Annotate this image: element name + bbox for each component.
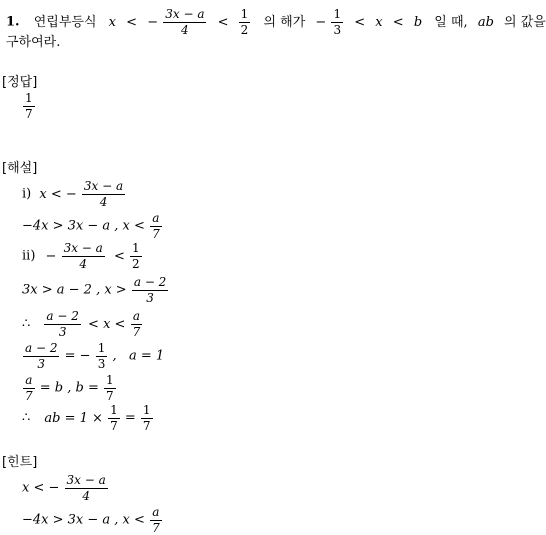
fraction: $\frac{3x - a}{4}$ — [66, 473, 106, 503]
var-x: x — [108, 14, 116, 30]
fraction: $\frac{1}{3}$ — [97, 341, 106, 371]
hint-step-2: −4x > 3x − a , x < $\frac{a}{7}$ — [22, 505, 160, 535]
problem-text: 의 해가 — [263, 14, 306, 30]
hint-step-1: x < − $\frac{3x - a}{4}$ — [22, 473, 106, 503]
solution-step-4: 3x > a − 2 , x > $\frac{a - 2}{3}$ — [22, 275, 167, 305]
fraction: $\frac{3x - a}{4}$ — [165, 7, 205, 37]
answer-value — [22, 92, 36, 120]
lt-symbol: < — [126, 14, 138, 30]
hint-tag: [힌트] — [2, 455, 38, 470]
fraction: $\frac{a - 2}{3}$ — [46, 309, 79, 339]
lt-symbol: < — [354, 14, 366, 30]
fraction: $\frac{1}{2}$ — [240, 7, 249, 37]
fraction: $\frac{3x - a}{4}$ — [83, 179, 124, 209]
fraction: $\frac{1}{7}$ — [25, 91, 33, 121]
solution-step-6: $\frac{a - 2}{3}$ = − $\frac{1}{3}$ , a = 1 — [25, 341, 165, 371]
problem-number: 1. — [6, 14, 20, 30]
fraction: $\frac{1}{7}$ — [142, 403, 151, 433]
neg-symbol: − — [315, 14, 327, 30]
solution-step-8: ∴ ab = 1 × $\frac{1}{7}$ = $\frac{1}{7}$ — [22, 403, 151, 433]
answer-tag: [정답] — [2, 75, 38, 90]
problem-line-1 — [6, 8, 546, 36]
fraction: $\frac{a - 2}{3}$ — [25, 341, 58, 371]
var-ab: ab — [477, 14, 494, 30]
problem-text: 의 값을 — [504, 14, 546, 30]
fraction: $\frac{a}{7}$ — [152, 211, 160, 241]
fraction: $\frac{a}{7}$ — [25, 373, 33, 403]
problem-text: 일 때, — [434, 14, 468, 30]
solution-step-7: $\frac{a}{7}$ = b , b = $\frac{1}{7}$ — [25, 373, 114, 403]
lt-symbol: < — [392, 14, 404, 30]
lt-symbol: < — [217, 14, 229, 30]
fraction: $\frac{3x - a}{4}$ — [63, 241, 103, 271]
fraction: $\frac{1}{3}$ — [333, 7, 342, 37]
fraction: $\frac{1}{7}$ — [110, 403, 118, 433]
solution-step-1: i) x < − $\frac{3x - a}{4}$ — [22, 179, 124, 209]
solution-step-3: ii) − $\frac{3x - a}{4}$ < $\frac{1}{2}$ — [22, 241, 140, 271]
var-x: x — [375, 14, 383, 30]
fraction: $\frac{1}{7}$ — [106, 373, 114, 403]
var-b: b — [413, 14, 423, 30]
solution-step-2: −4x > 3x − a , x < $\frac{a}{7}$ — [22, 211, 160, 241]
solution-tag: [해설] — [2, 161, 38, 176]
fraction: $\frac{a}{7}$ — [152, 505, 160, 535]
fraction: $\frac{a - 2}{3}$ — [133, 275, 167, 305]
fraction: $\frac{a}{7}$ — [132, 309, 141, 339]
problem-text: 연립부등식 — [33, 14, 97, 30]
neg-symbol: − — [147, 14, 159, 30]
solution-step-5: ∴ $\frac{a - 2}{3}$ < x < $\frac{a}{7}$ — [22, 309, 141, 339]
fraction: $\frac{1}{2}$ — [132, 241, 140, 271]
problem-line-2: 구하여라. — [6, 35, 61, 50]
